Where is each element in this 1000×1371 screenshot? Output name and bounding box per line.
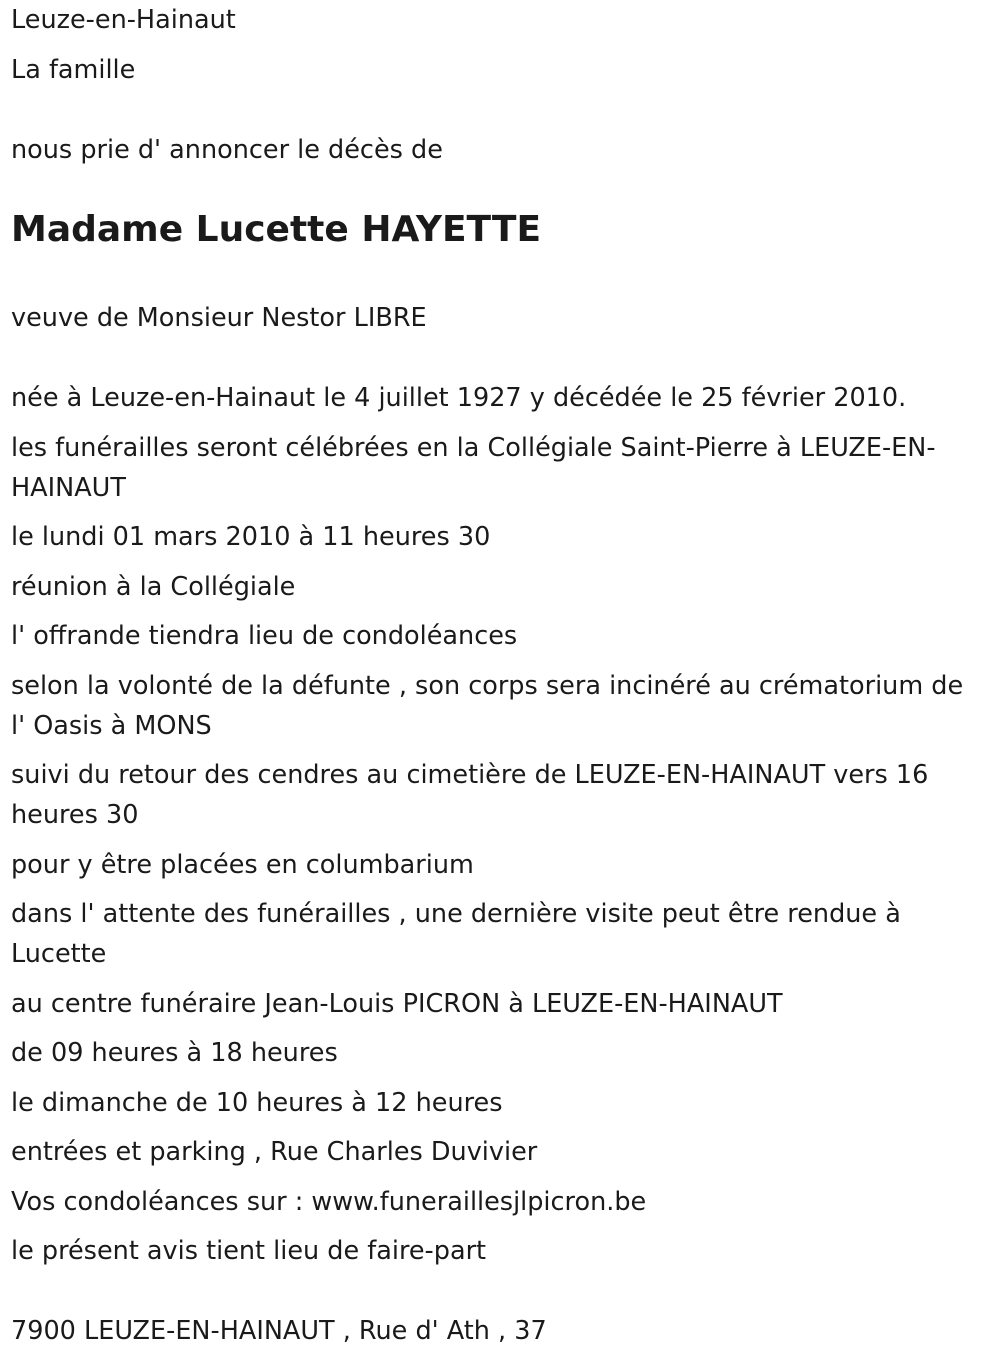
notice-birth-death: née à Leuze-en-Hainaut le 4 juillet 1927 y décédée le 25 février 2010. xyxy=(11,383,907,413)
detail-line: les funérailles seront célébrées en la Collégiale Saint-Pierre à LEUZE-EN-HAINAUT xyxy=(11,432,936,503)
detail-line: l' offrande tiendra lieu de condoléances xyxy=(11,621,518,651)
detail-line: suivi du retour des cendres au cimetière de LEUZE-EN-HAINAUT vers 16 heures 30 xyxy=(11,760,929,830)
detail-line: réunion à la Collégiale xyxy=(11,571,296,602)
notice-intro: nous prie d' annoncer le décès de xyxy=(11,135,443,165)
detail-line: de 09 heures à 18 heures xyxy=(11,1038,338,1068)
notice-relation: veuve de Monsieur Nestor LIBRE xyxy=(11,303,427,333)
condolences-link-line: Vos condoléances sur : www.funeraillesjlpicron.be xyxy=(11,1186,647,1217)
detail-line: le présent avis tient lieu de faire-part xyxy=(11,1236,487,1266)
death-notice xyxy=(11,0,981,1361)
detail-line: au centre funéraire Jean-Louis PICRON à LEUZE-EN-HAINAUT xyxy=(11,988,783,1019)
deceased-name: Madame Lucette HAYETTE xyxy=(11,209,542,250)
detail-line: le dimanche de 10 heures à 12 heures xyxy=(11,1087,503,1118)
detail-line: pour y être placées en columbarium xyxy=(11,849,474,880)
detail-line: dans l' attente des funérailles , une dernière visite peut être rendue à Lucette xyxy=(11,899,901,969)
notice-city: Leuze-en-Hainaut xyxy=(11,5,236,35)
detail-line: entrées et parking , Rue Charles Duvivier xyxy=(11,1137,538,1167)
notice-address: 7900 LEUZE-EN-HAINAUT , Rue d' Ath , 37 xyxy=(11,1316,547,1346)
detail-line: selon la volonté de la défunte , son corps sera incinéré au crématorium de l' Oasis à MONS xyxy=(11,670,964,741)
notice-family: La famille xyxy=(11,55,136,85)
detail-line: le lundi 01 mars 2010 à 11 heures 30 xyxy=(11,522,491,552)
